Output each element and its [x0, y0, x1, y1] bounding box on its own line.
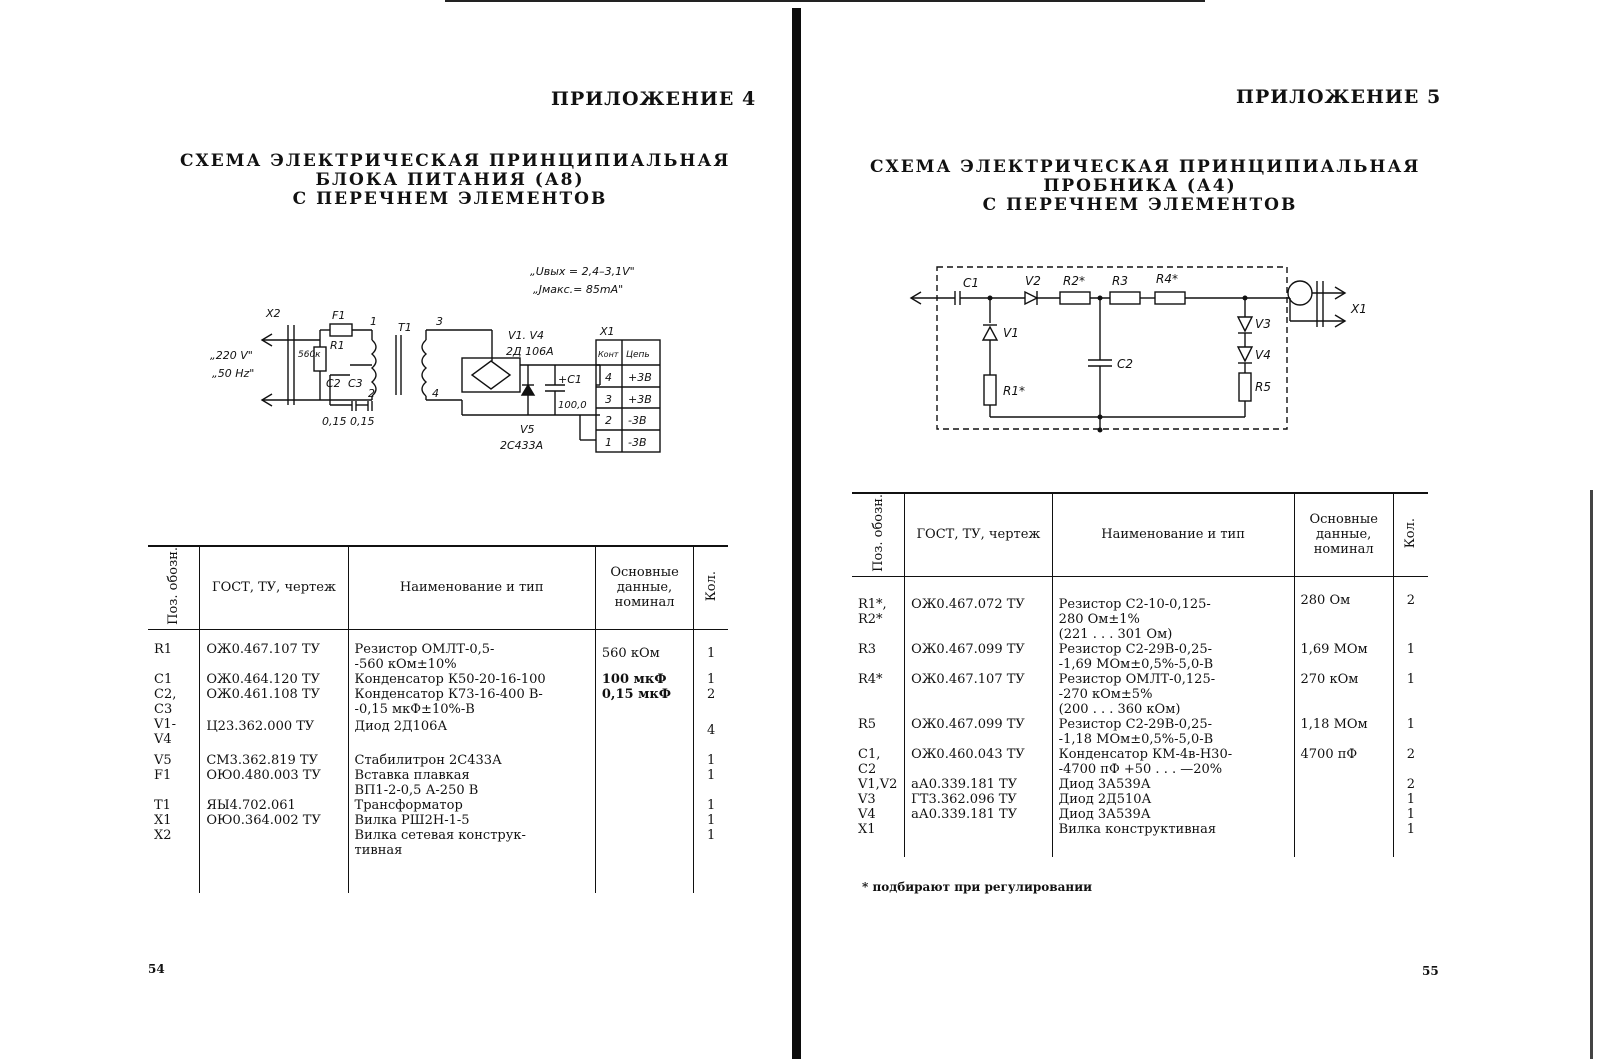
left-title-line-2: БЛОКА ПИТАНИЯ (А8) — [315, 170, 585, 190]
left-th-qty: Кол. — [694, 546, 728, 629]
power-supply-schematic — [200, 255, 680, 475]
ps-label-node-4: 4 — [432, 387, 439, 400]
probe-label-r4: R4* — [1156, 272, 1178, 286]
probe-label-r5: R5 — [1255, 380, 1271, 394]
probe-label-c1: C1 — [963, 276, 980, 290]
ps-label-f1: F1 — [332, 309, 346, 322]
left-th-gost: ГОСТ, ТУ, чертеж — [200, 546, 348, 629]
ps-label-r1-value: 560к — [298, 350, 321, 360]
table-row: R4* ОЖ0.467.107 ТУ Резистор ОМЛТ-0,125- -270 кОм±5% (200 . . . 360 кОм) 270 кОм 1 — [852, 672, 1428, 717]
table-row: R3 ОЖ0.467.099 ТУ Резистор С2-29В-0,25- -1,69 МОм±0,5%-5,0-В 1,69 МОм 1 — [852, 642, 1428, 672]
probe-schematic — [905, 255, 1385, 445]
ps-label-node-3: 3 — [436, 315, 443, 328]
right-footnote: * подбирают при регулировании — [862, 880, 1092, 894]
ps-label-r1: R1 — [330, 339, 345, 352]
ps-label-c2-value: 0,15 — [322, 415, 347, 428]
ps-conn-row-4-contact: 1 — [605, 436, 612, 449]
ps-label-c3-value: 0,15 — [350, 415, 375, 428]
ps-conn-row-1-contact: 4 — [605, 371, 612, 384]
right-th-gost: ГОСТ, ТУ, чертеж — [905, 493, 1053, 576]
table-row: R1*, R2* ОЖ0.467.072 ТУ Резистор С2-10-0,125- 280 Ом±1% (221 . . . 301 Ом) 280 Ом 2 — [852, 576, 1428, 642]
left-title-line-1: СХЕМА ЭЛЕКТРИЧЕСКАЯ ПРИНЦИПИАЛЬНАЯ — [180, 151, 731, 171]
probe-label-v2: V2 — [1025, 274, 1041, 288]
left-th-name: Наименование и тип — [348, 546, 595, 629]
left-th-position: Поз. обозн. — [148, 546, 200, 629]
ps-conn-head-contact: Конт — [598, 350, 619, 359]
ps-label-input-voltage: „220 V" — [210, 349, 253, 362]
probe-label-r2: R2* — [1063, 274, 1085, 288]
ps-label-c1: +C1 — [558, 373, 582, 386]
ps-label-zener-type: 2С433А — [500, 439, 544, 452]
probe-label-v4: V4 — [1255, 348, 1271, 362]
page-top-edge — [445, 0, 1205, 2]
ps-label-input-frequency: „50 Hz" — [212, 367, 255, 380]
ps-conn-row-3-contact: 2 — [605, 414, 612, 427]
right-title-line-2: ПРОБНИКА (А4) — [1043, 176, 1237, 196]
ps-label-c1-value: 100,0 — [558, 400, 587, 411]
probe-label-v1: V1 — [1003, 326, 1019, 340]
ps-label-v1-v4: V1. V4 — [508, 329, 545, 342]
left-title-line-3: С ПЕРЕЧНЕМ ЭЛЕМЕНТОВ — [292, 189, 608, 209]
probe-label-r1: R1* — [1003, 384, 1025, 398]
table-row: R5 ОЖ0.467.099 ТУ Резистор С2-29В-0,25- -1,18 МОм±0,5%-5,0-В 1,18 МОм 1 — [852, 717, 1428, 747]
right-th-qty: Кол. — [1393, 493, 1428, 576]
right-th-position: Поз. обозн. — [852, 493, 905, 576]
ps-conn-row-4-circuit: -3В — [628, 436, 647, 449]
ps-label-c3: C3 — [348, 377, 363, 390]
ps-note-current: „Jмакс.= 85mA" — [533, 283, 624, 296]
right-title — [870, 157, 1421, 215]
right-title-line-1: СХЕМА ЭЛЕКТРИЧЕСКАЯ ПРИНЦИПИАЛЬНАЯ — [870, 157, 1421, 177]
right-th-name: Наименование и тип — [1052, 493, 1294, 576]
ps-label-node-2: 2 — [368, 387, 375, 400]
ps-conn-row-1-circuit: +3В — [628, 371, 652, 384]
left-title — [180, 151, 731, 209]
right-page-number: 55 — [1422, 964, 1439, 978]
ps-label-x2: X2 — [266, 307, 281, 320]
ps-label-node-1: 1 — [370, 315, 377, 328]
left-appendix-heading: ПРИЛОЖЕНИЕ 4 — [551, 88, 757, 110]
right-title-line-3: С ПЕРЕЧНЕМ ЭЛЕМЕНТОВ — [982, 195, 1298, 215]
left-th-data: Основные данные, номинал — [595, 546, 693, 629]
ps-label-c2: C2 — [326, 377, 341, 390]
table-row: R1 ОЖ0.467.107 ТУ Резистор ОМЛТ-0,5- -560 кОм±10% 560 кОм 1 — [148, 629, 728, 672]
table-row: C1, C2 ОЖ0.460.043 ТУ Конденсатор КМ-4в-Н30- -4700 пФ +50 . . . —20% 4700 пФ 2 — [852, 747, 1428, 777]
ps-label-diode-type: 2Д 106А — [506, 345, 554, 358]
page-right-edge — [1590, 490, 1593, 1059]
ps-note-voltage: „Uвых = 2,4–3,1V" — [530, 265, 635, 278]
probe-label-x1: X1 — [1351, 302, 1367, 316]
left-parts-table — [148, 545, 728, 893]
right-parts-table — [852, 492, 1428, 857]
ps-conn-row-2-contact: 3 — [605, 393, 612, 406]
left-page-number: 54 — [148, 962, 165, 976]
ps-label-x1: X1 — [600, 325, 615, 338]
ps-conn-row-2-circuit: +3В — [628, 393, 652, 406]
right-th-data: Основные данные, номинал — [1294, 493, 1393, 576]
probe-label-r3: R3 — [1112, 274, 1128, 288]
ps-label-t1: T1 — [398, 321, 412, 334]
ps-label-v5: V5 — [520, 423, 535, 436]
probe-label-c2: C2 — [1117, 357, 1134, 371]
table-row: V1,V2 V3 V4 X1 аА0.339.181 ТУ ГТ3.362.096 ТУ аА0.339.181 ТУ Диод 3А539А Диод 2Д510А Диод 3А539А Вилка конструктивная 2 1 1 1 — [852, 777, 1428, 857]
ps-conn-row-3-circuit: -3В — [628, 414, 647, 427]
table-row: C1 C2, C3 ОЖ0.464.120 ТУ ОЖ0.461.108 ТУ Конденсатор К50-20-16-100 Конденсатор К73-16-400 В- -0,15 мкФ±10%-В 100 мкФ 0,15 мкФ 1 2 — [148, 672, 728, 717]
ps-conn-head-circuit: Цепь — [626, 350, 650, 360]
table-row: V5 F1 T1 X1 X2 СМ3.362.819 ТУ ОЮ0.480.003 ТУ ЯЫ4.702.061 ОЮ0.364.002 ТУ Стабилитрон 2С433А Вставка плавкая ВП1-2-0,5 А-250 В Трансформатор Вилка РШ2Н-1-5 Вилка сетевая конструк- тивная 1 1 1 1 1 — [148, 747, 728, 893]
table-row: V1- V4 Ц23.362.000 ТУ Диод 2Д106А 4 — [148, 717, 728, 747]
book-spine — [792, 8, 801, 1059]
probe-label-v3: V3 — [1255, 317, 1271, 331]
right-appendix-heading: ПРИЛОЖЕНИЕ 5 — [1236, 86, 1442, 108]
